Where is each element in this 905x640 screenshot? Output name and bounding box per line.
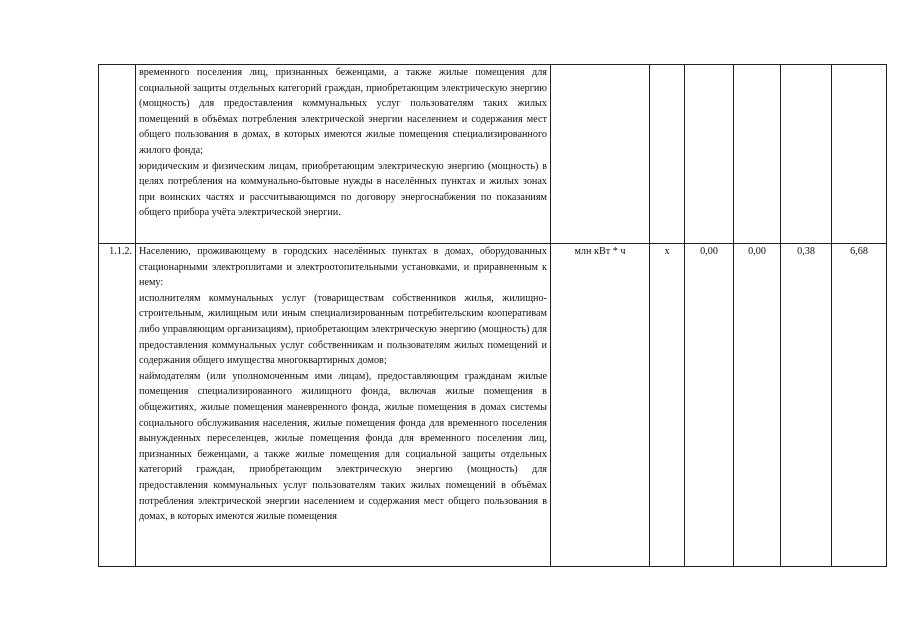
- unit-cell: [551, 65, 650, 244]
- row-description: [136, 65, 551, 244]
- unit-cell: млн кВт * ч: [551, 244, 650, 567]
- value-cell: 6,68: [832, 244, 887, 567]
- value-cell: 0,00: [685, 244, 734, 567]
- value-cell: [685, 65, 734, 244]
- description-paragraph: Населению, проживающему в городских населённых пунктах в домах, оборудованных стационарными электроплитами и электроотопительными установками, и приравненным к нему:: [139, 246, 547, 289]
- value-cell: х: [650, 244, 685, 567]
- value-cell: [832, 65, 887, 244]
- table-row: [99, 244, 887, 567]
- row-number: [99, 65, 136, 244]
- value-cell: [781, 65, 832, 244]
- value-cell: [650, 65, 685, 244]
- row-description: [136, 244, 551, 567]
- value-cell: 0,00: [734, 244, 781, 567]
- value-cell: 0,38: [781, 244, 832, 567]
- description-paragraph: временного поселения лиц, признанных беженцами, а также жилые помещения для социальной защиты отдельных категорий граждан, приобретающим электрическую энергию (мощность) для предоставления коммунальных услуг пользователям таких жилых помещений в объёмах потребления электрической энергии населением и содержания мест общего пользования в домах, в которых имеются жилые помещения специализированного жилого фонда;: [139, 67, 547, 156]
- description-paragraph: юридическим и физическим лицам, приобретающим электрическую энергию (мощность) в целях потребления на коммунально-бытовые нужды в населённых пунктах и жилых зонах при воинских частях и рассчитывающимся по договору энергоснабжения по показаниям общего прибора учёта электрической энергии.: [139, 160, 547, 219]
- description-paragraph: исполнителям коммунальных услуг (товариществам собственников жилья, жилищно-строительным, жилищным или иным специализированным потребительским кооперативам либо управляющим организациям), приобретающим электрическую энергию (мощность) для предоставления коммунальных услуг собственникам и пользователям жилых помещений и содержания общего имущества многоквартирных домов;: [139, 292, 547, 367]
- tariff-table: [98, 64, 887, 567]
- table-row: [99, 65, 887, 244]
- description-paragraph: наймодателям (или уполномоченным ими лицам), предоставляющим гражданам жилые помещения специализированного жилищного фонда, включая жилые помещения в общежитиях, жилые помещения маневренного фонда, жилые помещения в домах системы социального обслуживания населения, жилые помещения фонда для временного поселения вынужденных переселенцев, жилые помещения фонда для временного поселения лиц, признанных беженцами, а также жилые помещения для социальной защиты отдельных категорий граждан, приобретающим электрическую энергию (мощность) для предоставления коммунальных услуг пользователям таких жилых помещений в объёмах потребления электрической энергии населением и содержания мест общего пользования в домах, в которых имеются жилые помещения: [139, 370, 547, 523]
- row-number: 1.1.2.: [99, 244, 136, 567]
- value-cell: [734, 65, 781, 244]
